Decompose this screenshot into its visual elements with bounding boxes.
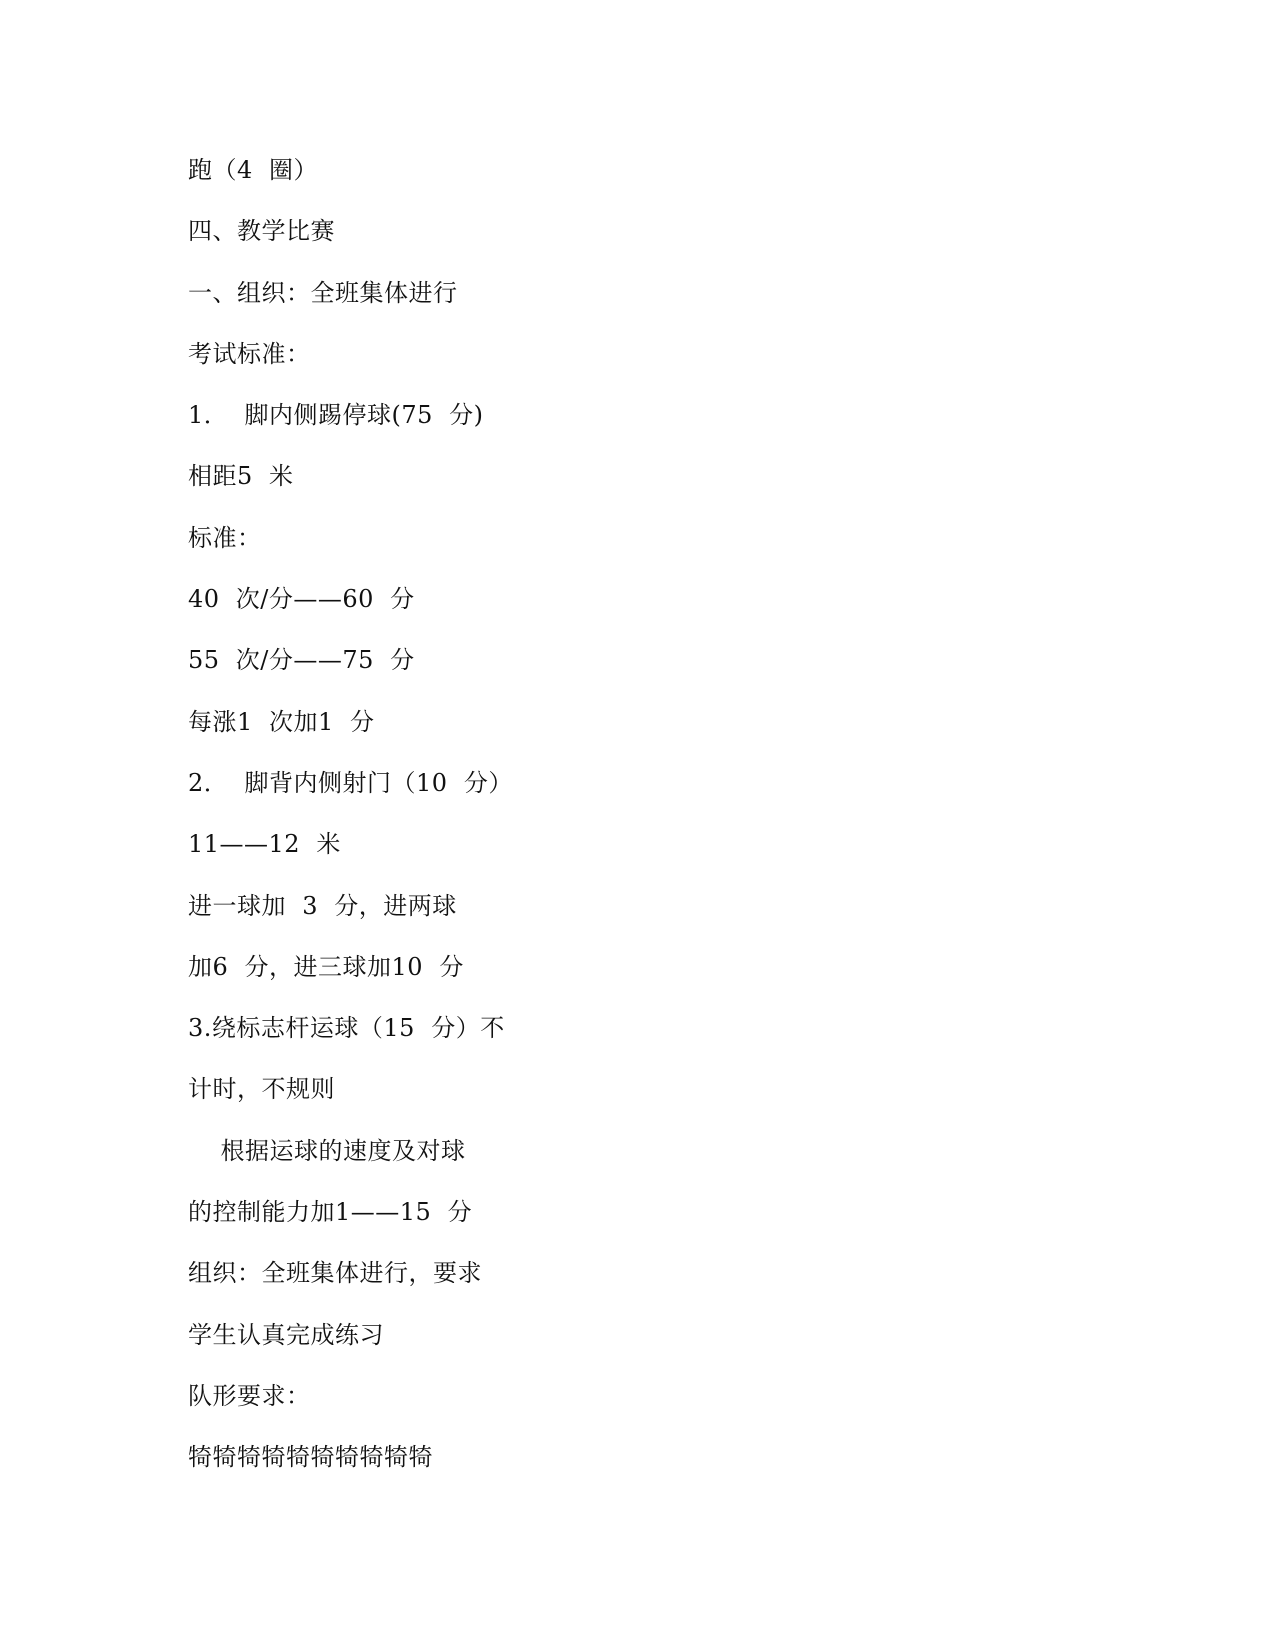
text-line: 相距5 米 [188,462,294,491]
text-line: 学生认真完成练习 [188,1320,384,1349]
text-line: 每涨1 次加1 分 [188,707,375,736]
text-line: 进一球加 3 分，进两球 [188,891,457,920]
subheading: 考试标准： [188,339,311,368]
text-line: 55 次/分——75 分 [188,646,415,675]
text-line: 一、组织：全班集体进行 [188,278,458,307]
list-item: 3.绕标志杆运球（15 分）不 [188,1014,505,1043]
text-line: 根据运球的速度及对球 [188,1136,466,1165]
section-heading: 四、教学比赛 [188,217,335,246]
text-line: 组织：全班集体进行，要求 [188,1259,482,1288]
text-line: 11——12 米 [188,830,341,859]
text-line: 队形要求： [188,1381,311,1410]
text-line: 标准： [188,523,262,552]
list-item: 2． 脚背内侧射门（10 分） [188,768,513,797]
text-line: 跑（4 圈） [188,156,319,184]
text-line: 计时，不规则 [188,1075,335,1104]
body-text [188,140,518,1489]
formation-symbols: 犄犄犄犄犄犄犄犄犄犄 [188,1443,433,1472]
text-line: 加6 分，进三球加10 分 [188,952,464,981]
text-line: 的控制能力加1——15 分 [188,1198,473,1227]
text-line: 40 次/分——60 分 [188,585,415,614]
list-item: 1． 脚内侧踢停球(75 分) [188,401,484,430]
